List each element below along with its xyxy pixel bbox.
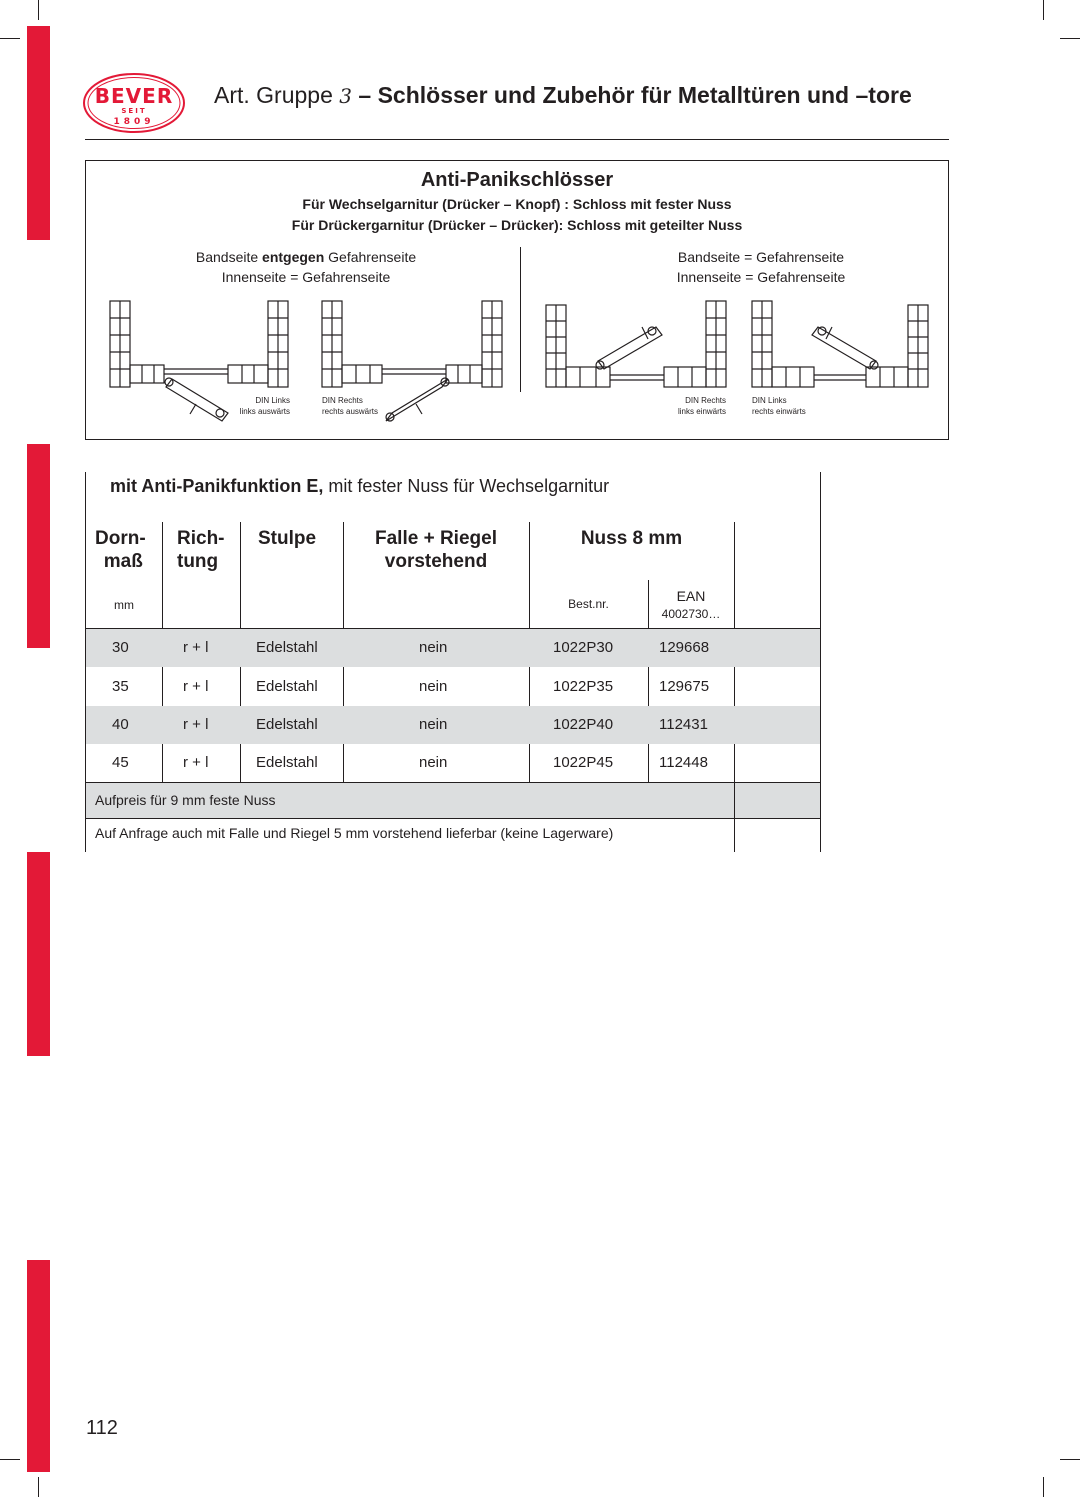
red-tab-1 [27,26,50,240]
cell-dorn: 45 [112,754,129,771]
cell-best-nr: 1022P45 [553,754,614,771]
cell-dorn: 35 [112,678,129,695]
cell-richtung: r + l [183,639,209,656]
col-head-falle-1: Falle + Riegel [375,528,497,549]
cell-ean: 129675 [659,678,710,695]
cell-richtung: r + l [183,678,209,695]
logo-brand-text: BEVER [94,84,174,108]
door-figure-din-rechts-einwaerts [546,301,726,387]
note-surcharge: Aufpreis für 9 mm feste Nuss [95,792,276,808]
figure-label-4-line1: DIN Links [752,396,787,405]
red-tab-2 [27,444,50,648]
col-head-richtung [177,527,225,573]
crop-mark-top-right-h [1060,38,1080,39]
table-heading-rest: mit fester Nuss für Wechselgarnitur [328,476,610,496]
left-note-line2: Innenseite = Gefahrenseite [221,269,391,285]
col-head-rich-1: Rich- [177,528,225,549]
table-row [86,629,820,667]
red-tab-3 [27,852,50,1056]
door-figures [86,161,948,439]
group-number: 3 [339,84,353,108]
cell-falle: nein [419,639,448,656]
cell-falle: nein [419,678,448,695]
col-head-falle [343,527,529,573]
right-note-line2: Innenseite = Gefahrenseite [676,269,846,285]
table-heading [110,476,609,497]
col-head-rich-2: tung [177,551,219,572]
ean-prefix: 4002730… [661,607,721,621]
note-row-1 [86,783,820,818]
cell-ean: 129668 [659,639,710,656]
figure-label-3-line1: DIN Rechts [685,396,726,405]
col-head-dorn-2: maß [103,551,143,572]
group-label: Art. Gruppe [214,82,333,108]
cell-richtung: r + l [183,754,209,771]
cell-dorn: 30 [112,639,129,656]
cell-dorn: 40 [112,716,129,733]
cell-stulpe: Edelstahl [256,678,318,695]
col-head-nuss: Nuss 8 mm [580,528,683,549]
ean-label: EAN [676,588,706,604]
table-heading-bold: mit Anti-Panikfunktion E, [110,476,324,496]
table-row [86,744,820,782]
crop-mark-bottom-left-v [38,1477,39,1497]
cell-best-nr: 1022P30 [553,639,614,656]
crop-mark-top-left-h [0,38,20,39]
bever-logo [82,72,186,134]
page-title [214,82,912,109]
diagram-subtitle-1: Für Wechselgarnitur (Drücker – Knopf) : Schloss mit fester Nuss [302,196,732,212]
table-row [86,668,820,706]
logo-year-text: 1809 [113,117,155,127]
cell-ean: 112448 [659,754,708,771]
cell-stulpe: Edelstahl [256,716,318,733]
figure-label-1-line1: DIN Links [255,396,290,405]
left-note-pre: Bandseite [195,249,259,265]
col-head-dornmass [95,527,146,573]
red-tab-4 [27,1260,50,1472]
door-figure-din-links-einwaerts [752,301,928,387]
cell-falle: nein [419,716,448,733]
figure-label-2 [322,395,378,417]
crop-mark-bottom-right-v [1043,1477,1044,1497]
figure-label-3 [664,395,726,417]
left-note-post: Gefahrenseite [328,249,417,265]
cell-best-nr: 1022P40 [553,716,614,733]
logo-seit-text: SEIT [121,107,147,115]
crop-mark-bottom-right-h [1060,1459,1080,1460]
figure-label-3-line2: links einwärts [677,407,726,416]
cell-falle: nein [419,754,448,771]
figure-label-1 [230,395,290,417]
col-head-dorn-1: Dorn- [95,528,146,549]
diagram-subtitle-2: Für Drückergarnitur (Drücker – Drücker): Schloss mit geteilter Nuss [291,217,743,233]
note-row-2 [86,819,820,852]
figure-label-1-line2: links auswärts [239,407,290,416]
note-on-request: Auf Anfrage auch mit Falle und Riegel 5 mm vorstehend lieferbar (keine Lagerware) [95,825,614,841]
group-title: – Schlösser und Zubehör für Metalltüren und –tore [358,82,912,108]
unit-mm: mm [114,598,134,612]
page-number: 112 [86,1417,118,1439]
anti-panic-diagram-panel [85,160,949,440]
header-rule [85,139,949,140]
crop-mark-bottom-left-h [0,1459,20,1460]
crop-mark-top-right-v [1043,0,1044,20]
table-right-border [820,472,821,852]
diagram-title: Anti-Panikschlösser [420,169,614,191]
col-head-falle-2: vorstehend [384,551,488,572]
cell-best-nr: 1022P35 [553,678,614,695]
crop-mark-top-left-v [38,0,39,20]
best-nr-label: Best.nr. [568,597,609,611]
col-head-stulpe: Stulpe [258,528,317,549]
cell-stulpe: Edelstahl [256,754,318,771]
figure-label-2-line1: DIN Rechts [322,396,363,405]
cell-richtung: r + l [183,716,209,733]
figure-label-4 [752,395,806,417]
cell-ean: 112431 [659,716,708,733]
cell-stulpe: Edelstahl [256,639,318,656]
table-row [86,706,820,744]
figure-label-4-line2: rechts einwärts [752,407,806,416]
figure-label-2-line2: rechts auswärts [322,407,379,416]
right-note-line1: Bandseite = Gefahrenseite [677,249,845,265]
col-sep-6-notes [734,782,735,852]
left-note-bold: entgegen [262,249,325,265]
